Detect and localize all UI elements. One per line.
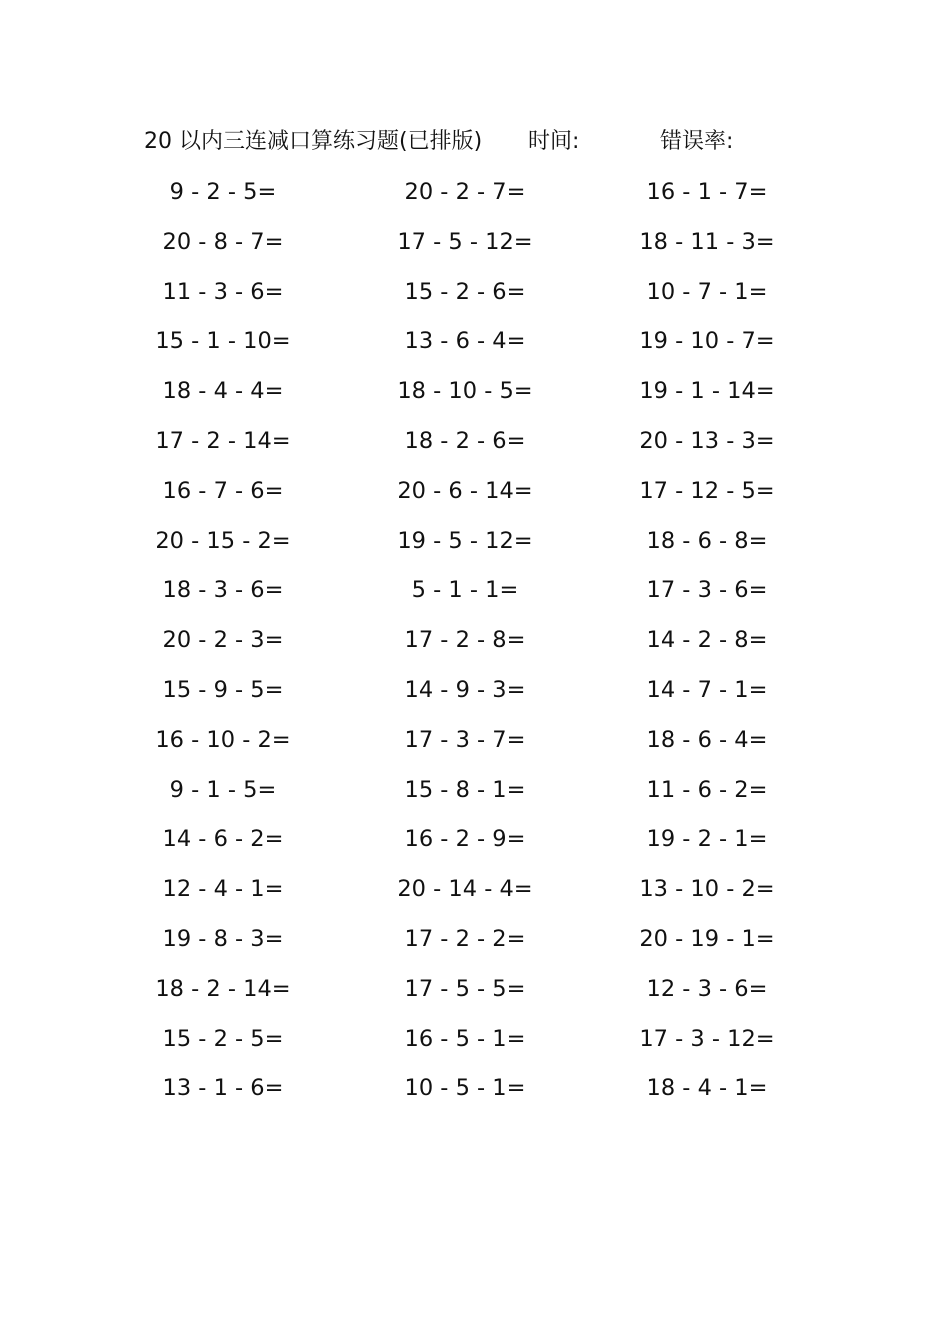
problem-item: 9 - 1 - 5= <box>169 776 277 803</box>
problem-item: 20 - 8 - 7= <box>162 228 284 255</box>
problem-item: 20 - 6 - 14= <box>397 477 533 504</box>
problem-item: 10 - 5 - 1= <box>404 1075 526 1102</box>
problem-item: 14 - 7 - 1= <box>646 676 768 703</box>
problem-row <box>0 919 950 969</box>
problem-item: 18 - 4 - 4= <box>162 378 284 405</box>
problem-item: 15 - 9 - 5= <box>162 676 284 703</box>
problem-item: 17 - 5 - 5= <box>404 975 526 1002</box>
problem-item: 20 - 2 - 3= <box>162 627 284 654</box>
problem-item: 15 - 1 - 10= <box>155 328 291 355</box>
problem-item: 18 - 2 - 14= <box>155 975 291 1002</box>
problem-item: 18 - 6 - 4= <box>646 726 768 753</box>
problem-item: 17 - 2 - 2= <box>404 925 526 952</box>
problem-row <box>0 421 950 471</box>
problem-item: 16 - 7 - 6= <box>162 477 284 504</box>
problem-item: 9 - 2 - 5= <box>169 179 277 205</box>
problem-item: 11 - 3 - 6= <box>162 278 284 305</box>
problem-row <box>0 471 950 521</box>
problem-item: 18 - 2 - 6= <box>404 427 526 454</box>
problem-item: 14 - 9 - 3= <box>404 676 526 703</box>
problem-item: 18 - 6 - 8= <box>646 527 768 554</box>
problem-item: 19 - 8 - 3= <box>162 925 284 952</box>
problem-row <box>0 770 950 820</box>
problem-item: 10 - 7 - 1= <box>646 278 768 305</box>
problem-row <box>0 172 950 222</box>
problem-item: 20 - 2 - 7= <box>404 179 526 205</box>
problem-item: 17 - 2 - 8= <box>404 627 526 654</box>
worksheet-title: 20 以内三连减口算练习题(已排版) <box>144 129 483 154</box>
problem-row <box>0 570 950 620</box>
problem-item: 18 - 11 - 3= <box>639 228 775 255</box>
problem-row <box>0 819 950 869</box>
problem-row <box>0 869 950 919</box>
problem-item: 17 - 12 - 5= <box>639 477 775 504</box>
problem-item: 16 - 5 - 1= <box>404 1025 526 1052</box>
problem-item: 17 - 3 - 7= <box>404 726 526 753</box>
problem-grid <box>0 172 950 1118</box>
problem-row <box>0 1019 950 1069</box>
time-label: 时间: <box>528 129 580 154</box>
problem-item: 11 - 6 - 2= <box>646 776 768 803</box>
problem-item: 16 - 10 - 2= <box>155 726 291 753</box>
problem-item: 14 - 6 - 2= <box>162 826 284 853</box>
problem-item: 15 - 2 - 5= <box>162 1025 284 1052</box>
problem-item: 19 - 5 - 12= <box>397 527 533 554</box>
problem-row <box>0 371 950 421</box>
problem-item: 20 - 13 - 3= <box>639 427 775 454</box>
problem-item: 12 - 3 - 6= <box>646 975 768 1002</box>
problem-item: 16 - 1 - 7= <box>646 179 768 205</box>
problem-item: 17 - 2 - 14= <box>155 427 291 454</box>
error-rate-label: 错误率: <box>660 129 734 154</box>
problem-item: 12 - 4 - 1= <box>162 876 284 903</box>
problem-row <box>0 969 950 1019</box>
problem-item: 5 - 1 - 1= <box>411 577 519 604</box>
problem-row <box>0 1068 950 1118</box>
problem-item: 19 - 1 - 14= <box>639 378 775 405</box>
problem-item: 15 - 8 - 1= <box>404 776 526 803</box>
problem-item: 13 - 10 - 2= <box>639 876 775 903</box>
problem-item: 13 - 1 - 6= <box>162 1075 284 1102</box>
problem-item: 20 - 19 - 1= <box>639 925 775 952</box>
problem-item: 20 - 15 - 2= <box>155 527 291 554</box>
problem-item: 17 - 3 - 6= <box>646 577 768 604</box>
problem-row <box>0 222 950 272</box>
problem-row <box>0 321 950 371</box>
problem-item: 17 - 3 - 12= <box>639 1025 775 1052</box>
problem-item: 16 - 2 - 9= <box>404 826 526 853</box>
problem-item: 15 - 2 - 6= <box>404 278 526 305</box>
problem-item: 13 - 6 - 4= <box>404 328 526 355</box>
problem-row <box>0 670 950 720</box>
problem-item: 20 - 14 - 4= <box>397 876 533 903</box>
problem-item: 18 - 4 - 1= <box>646 1075 768 1102</box>
problem-item: 19 - 2 - 1= <box>646 826 768 853</box>
problem-item: 18 - 10 - 5= <box>397 378 533 405</box>
problem-item: 14 - 2 - 8= <box>646 627 768 654</box>
problem-item: 18 - 3 - 6= <box>162 577 284 604</box>
problem-row <box>0 272 950 322</box>
problem-row <box>0 720 950 770</box>
problem-row <box>0 521 950 571</box>
problem-row <box>0 620 950 670</box>
problem-item: 17 - 5 - 12= <box>397 228 533 255</box>
problem-item: 19 - 10 - 7= <box>639 328 775 355</box>
